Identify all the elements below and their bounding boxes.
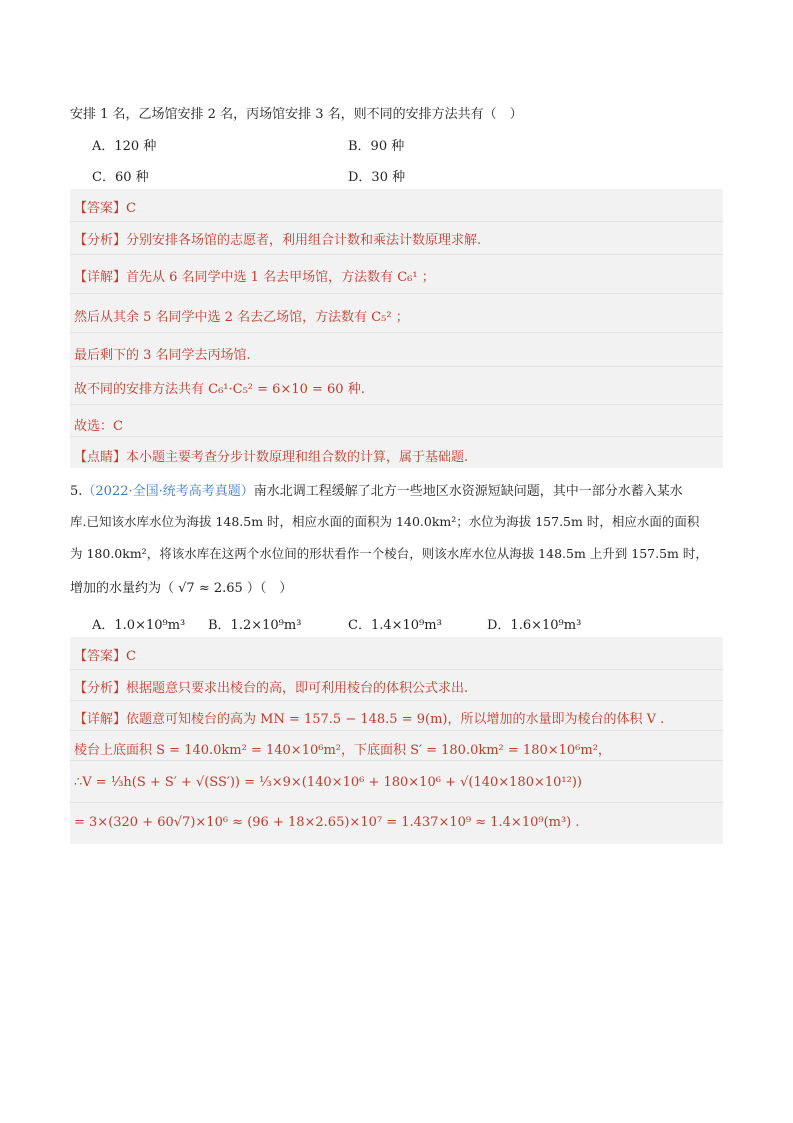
divider [70, 366, 723, 367]
divider [70, 760, 723, 761]
q4-option-c: C．60 种 [92, 170, 149, 185]
analysis-text: 根据题意只要求出棱台的高，即可利用棱台的体积公式求出. [126, 681, 469, 696]
analysis-text: 分别安排各场馆的志愿者，利用组合计数和乘法计数原理求解. [126, 233, 482, 248]
detail-text: 首先从 6 名同学中选 1 名去甲场馆，方法数有 C₆¹ ； [126, 270, 435, 285]
q4-option-b: B．90 种 [348, 139, 405, 154]
analysis-tag: 【分析】 [74, 681, 127, 696]
detail-tag: 【详解】 [74, 270, 127, 285]
q4-option-a: A．120 种 [92, 139, 157, 154]
q4-option-d: D．30 种 [348, 170, 406, 185]
divider [70, 254, 723, 255]
question-4-stem: 安排 1 名，乙场馆安排 2 名，丙场馆安排 3 名，则不同的安排方法共有（ ） [70, 107, 523, 122]
q5-detail-3: ∴V = ⅓h(S + S′ + √(SS′)) = ⅓×9×(140×10⁶ + 180×10⁶ + √(140×180×10¹²)) [74, 775, 582, 790]
q5-option-a: A．1.0×10⁹m³ [92, 618, 186, 633]
detail-tag: 【详解】 [74, 712, 127, 727]
divider [70, 730, 723, 731]
q5-detail-1 [74, 708, 664, 727]
detail-text: 依题意可知棱台的高为 MN = 157.5 − 148.5 = 9(m)，所以增加的水量即为棱台的体积 V . [126, 712, 665, 727]
answer-tag: 【答案】 [74, 649, 127, 664]
divider [70, 332, 723, 333]
comment-tag: 【点睛】 [74, 450, 127, 465]
divider [70, 669, 723, 670]
q5-detail-2: 棱台上底面积 S = 140.0km² = 140×10⁶m²，下底面积 S′ = 180.0km² = 180×10⁶m²， [74, 743, 611, 758]
q4-analysis [74, 229, 481, 248]
q4-detail-1 [74, 266, 435, 285]
q4-detail-3: 最后剩下的 3 名同学去丙场馆. [74, 348, 251, 363]
question-5-stem-line-2: 库.已知该水库水位为海拔 148.5m 时，相应水面的面积为 140.0km²；水位为海拔 157.5m 时，相应水面的面积 [70, 514, 700, 529]
question-5-stem-line-4: 增加的水量约为（ √7 ≈ 2.65 ）（ ） [70, 581, 293, 596]
divider [70, 293, 723, 294]
analysis-tag: 【分析】 [74, 233, 127, 248]
q5-detail-4: = 3×(320 + 60√7)×10⁶ ≈ (96 + 18×2.65)×10⁷ = 1.437×10⁹ ≈ 1.4×10⁹(m³) . [74, 815, 580, 830]
comment-text: 本小题主要考查分步计数原理和组合数的计算，属于基础题. [126, 450, 469, 465]
q4-detail-4: 故不同的安排方法共有 C₆¹·C₅² = 6×10 = 60 种. [74, 382, 365, 397]
question-source: （2022·全国·统考高考真题） [82, 484, 254, 499]
stem-text: 南水北调工程缓解了北方一些地区水资源短缺问题，其中一部分水蓄入某水 [253, 484, 683, 499]
divider [70, 404, 723, 405]
question-5-stem-line-3: 为 180.0km²，将该水库在这两个水位间的形状看作一个棱台，则该水库水位从海拔 148.5m 上升到 157.5m 时， [70, 546, 708, 561]
divider [70, 221, 723, 222]
question-number: 5. [70, 484, 83, 499]
q4-comment [74, 446, 468, 465]
divider [70, 700, 723, 701]
q5-analysis [74, 677, 468, 696]
q5-option-d: D．1.6×10⁹m³ [487, 618, 582, 633]
q5-option-b: B．1.2×10⁹m³ [208, 618, 302, 633]
divider [70, 436, 723, 437]
question-5-stem-line-1 [70, 480, 683, 499]
q4-answer [74, 197, 136, 216]
q5-option-c: C．1.4×10⁹m³ [348, 618, 442, 633]
q4-detail-2: 然后从其余 5 名同学中选 2 名去乙场馆，方法数有 C₅² ； [74, 310, 409, 325]
answer-tag: 【答案】 [74, 201, 127, 216]
answer-value: C [126, 201, 136, 216]
q5-answer [74, 645, 136, 664]
answer-value: C [126, 649, 136, 664]
divider [70, 802, 723, 803]
q4-choose: 故选：C [74, 419, 123, 434]
